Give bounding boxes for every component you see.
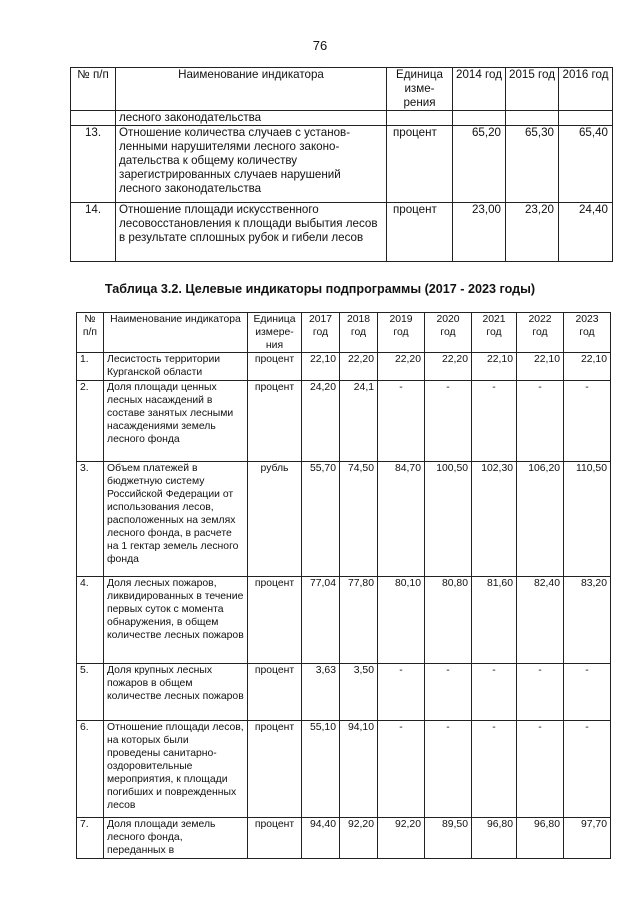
header-year: 2021 год xyxy=(472,313,517,353)
header-year: 2023 год xyxy=(564,313,611,353)
row-value: 102,30 xyxy=(472,462,517,577)
table-row xyxy=(77,353,611,381)
row-num: 1. xyxy=(77,353,104,381)
row-value: 22,20 xyxy=(425,353,472,381)
row-name: Отношение количества случаев с установ-ленными нарушителями лесного законо-дательства к общему количеству зарегистрированных случаев нарушений лесного законодательства xyxy=(116,126,387,203)
row-name: Отношение площади искусственного лесовосстановления к площади выбытия лесов в результате сплошных рубок и гибели лесов xyxy=(116,203,387,262)
row-unit: процент xyxy=(248,721,302,818)
row-value: 65,20 xyxy=(453,126,506,203)
row-value: 89,50 xyxy=(425,818,472,859)
row-value: - xyxy=(378,381,425,462)
row-value: 81,60 xyxy=(472,577,517,664)
table-row xyxy=(71,126,613,203)
row-value: 94,40 xyxy=(302,818,340,859)
header-year: 2016 год xyxy=(559,68,613,111)
row-unit: процент xyxy=(248,381,302,462)
table-row xyxy=(77,664,611,721)
row-value: - xyxy=(517,381,564,462)
row-value: - xyxy=(472,721,517,818)
target-indicators-table xyxy=(76,312,611,859)
row-value: - xyxy=(472,664,517,721)
row-value: 23,20 xyxy=(506,203,559,262)
row-value: - xyxy=(517,721,564,818)
table-row xyxy=(77,577,611,664)
row-value: 22,20 xyxy=(340,353,378,381)
row-value: 83,20 xyxy=(564,577,611,664)
row-name: Отношение площади лесов, на которых были проведены санитарно-оздоровительные мероприятия, к площади погибших и поврежденных лесов xyxy=(104,721,248,818)
header-num: № п/п xyxy=(71,68,116,111)
header-year: 2017 год xyxy=(302,313,340,353)
row-value: - xyxy=(517,664,564,721)
row-num: 13. xyxy=(71,126,116,203)
header-year: 2015 год xyxy=(506,68,559,111)
row-value: 100,50 xyxy=(425,462,472,577)
row-num: 2. xyxy=(77,381,104,462)
table-row xyxy=(77,462,611,577)
row-value: 94,10 xyxy=(340,721,378,818)
header-year: 2022 год xyxy=(517,313,564,353)
row-unit: процент xyxy=(387,126,453,203)
row-value: 80,80 xyxy=(425,577,472,664)
row-value: - xyxy=(564,381,611,462)
header-num: № п/п xyxy=(77,313,104,353)
header-unit: Единица измере-ния xyxy=(248,313,302,353)
row-value: 65,30 xyxy=(506,126,559,203)
row-value: 96,80 xyxy=(472,818,517,859)
table-row xyxy=(71,111,613,126)
row-value: - xyxy=(425,721,472,818)
row-value: 22,10 xyxy=(564,353,611,381)
table-header-row xyxy=(71,68,613,111)
table-row xyxy=(77,818,611,859)
header-year: 2020 год xyxy=(425,313,472,353)
row-value: 22,10 xyxy=(517,353,564,381)
row-unit: процент xyxy=(248,353,302,381)
table-row xyxy=(77,721,611,818)
row-value: 24,40 xyxy=(559,203,613,262)
row-num: 14. xyxy=(71,203,116,262)
table-caption: Таблица 3.2. Целевые индикаторы подпрограммы (2017 - 2023 годы) xyxy=(104,282,536,296)
row-unit: процент xyxy=(387,203,453,262)
row-value: 97,70 xyxy=(564,818,611,859)
header-name: Наименование индикатора xyxy=(104,313,248,353)
row-name: Доля крупных лесных пожаров в общем количестве лесных пожаров xyxy=(104,664,248,721)
row-value: 55,70 xyxy=(302,462,340,577)
row-value: 82,40 xyxy=(517,577,564,664)
row-value: 84,70 xyxy=(378,462,425,577)
row-unit: процент xyxy=(248,664,302,721)
row-value: 24,1 xyxy=(340,381,378,462)
header-year: 2018 год xyxy=(340,313,378,353)
header-year: 2014 год xyxy=(453,68,506,111)
row-value: 23,00 xyxy=(453,203,506,262)
row-num: 3. xyxy=(77,462,104,577)
row-unit: рубль xyxy=(248,462,302,577)
row-value: 55,10 xyxy=(302,721,340,818)
row-name: Доля площади земель лесного фонда, переданных в xyxy=(104,818,248,859)
row-value: 22,20 xyxy=(378,353,425,381)
row-value: 80,10 xyxy=(378,577,425,664)
row-value: - xyxy=(472,381,517,462)
row-num: 4. xyxy=(77,577,104,664)
row-value: - xyxy=(425,381,472,462)
row-value: 22,10 xyxy=(302,353,340,381)
row-value: 92,20 xyxy=(378,818,425,859)
table-row xyxy=(77,381,611,462)
row-name: Лесистость территории Курганской области xyxy=(104,353,248,381)
row-num: 7. xyxy=(77,818,104,859)
row-value: 77,80 xyxy=(340,577,378,664)
row-value: - xyxy=(564,721,611,818)
row-name: лесного законодательства xyxy=(116,111,387,126)
page-number: 76 xyxy=(312,38,328,53)
row-value: 77,04 xyxy=(302,577,340,664)
indicators-table-continued xyxy=(70,67,613,262)
row-value: 110,50 xyxy=(564,462,611,577)
row-value: 106,20 xyxy=(517,462,564,577)
table-header-row xyxy=(77,313,611,353)
row-value: - xyxy=(378,664,425,721)
row-value: 24,20 xyxy=(302,381,340,462)
row-name: Доля лесных пожаров, ликвидированных в течение первых суток с момента обнаружения, в общем количестве лесных пожаров xyxy=(104,577,248,664)
row-value: 96,80 xyxy=(517,818,564,859)
row-value: 3,50 xyxy=(340,664,378,721)
row-value: 3,63 xyxy=(302,664,340,721)
row-num: 5. xyxy=(77,664,104,721)
header-name: Наименование индикатора xyxy=(116,68,387,111)
row-value: 65,40 xyxy=(559,126,613,203)
row-unit: процент xyxy=(248,577,302,664)
row-value: - xyxy=(425,664,472,721)
row-value: - xyxy=(564,664,611,721)
row-unit: процент xyxy=(248,818,302,859)
row-value: 92,20 xyxy=(340,818,378,859)
header-unit: Единица изме-рения xyxy=(387,68,453,111)
table-row xyxy=(71,203,613,262)
row-value: 74,50 xyxy=(340,462,378,577)
row-num: 6. xyxy=(77,721,104,818)
row-value: 22,10 xyxy=(472,353,517,381)
row-name: Доля площади ценных лесных насаждений в составе занятых лесными насаждениями земель лесного фонда xyxy=(104,381,248,462)
header-year: 2019 год xyxy=(378,313,425,353)
row-name: Объем платежей в бюджетную систему Российской Федерации от использования лесов, расположенных на землях лесного фонда, в расчете на 1 гектар земель лесного фонда xyxy=(104,462,248,577)
row-value: - xyxy=(378,721,425,818)
